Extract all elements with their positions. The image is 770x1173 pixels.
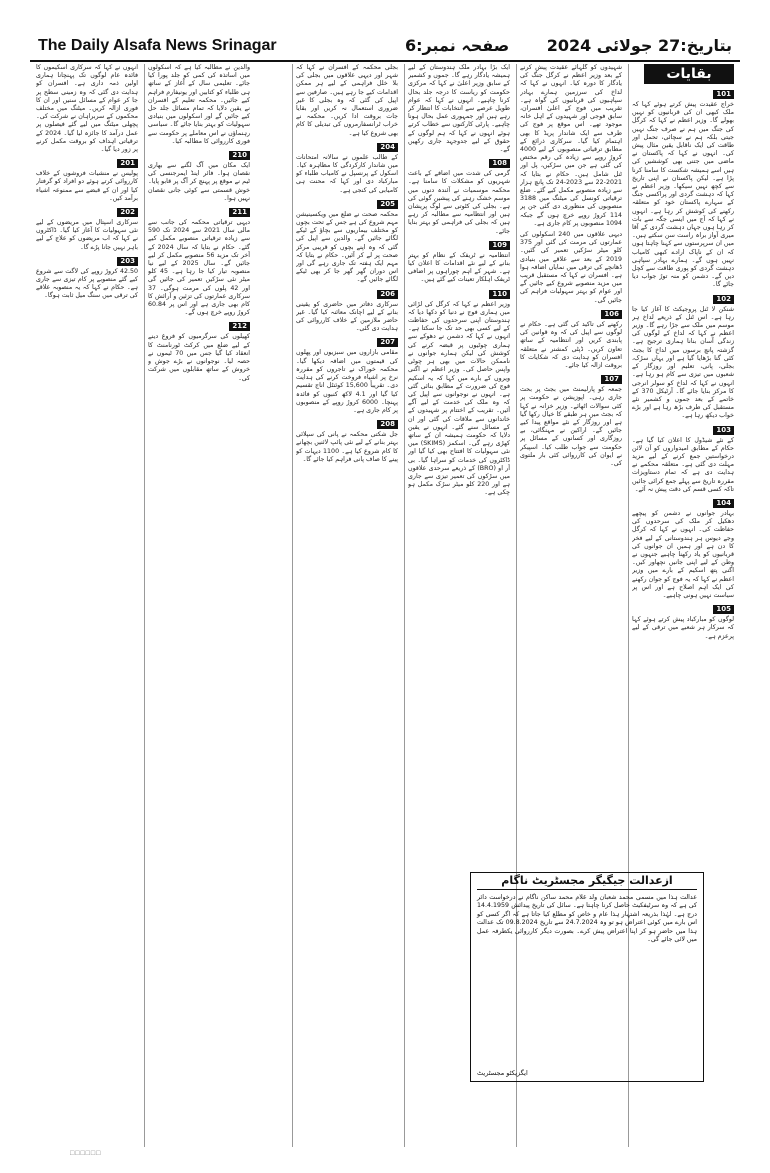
article-text: کے نئے شیڈول کا اعلان کیا گیا ہے۔ حکام کے مطابق امیدواروں کو آن لائن درخواستیں جمع کرنے کے لیے مزید مہلت دی گئی ہے۔ متعلقہ محکمے نے ہدایت دی ہے کہ تمام دستاویزات مقررہ تاریخ سے پہلے جمع کرائی جائیں تاکہ کسی قسم کی دقت پیش نہ آئے۔ <box>632 436 734 493</box>
article-text: والدین نے مطالبہ کیا ہے کہ اسکولوں میں اساتذہ کی کمی کو جلد پورا کیا جائے۔ تعلیمی سال کے آغاز کے ساتھ ہی طلباء کو کتابیں اور یونیفارم فراہم کیے جائیں۔ محکمہ تعلیم کے افسران نے یقین دلایا کہ تمام مسائل جلد حل کیے جائیں گے اور اسکولوں میں بنیادی سہولیات کو بہتر بنایا جائے گا۔ سیاسی رہنماؤں نے اس معاملے پر حکومت سے فوری کارروائی کا مطالبہ کیا۔ <box>148 64 250 145</box>
article-number: 201 <box>117 159 138 168</box>
article-text: سرکاری اسپتال میں مریضوں کے لیے نئی سہولیات کا آغاز کیا گیا۔ ڈاکٹروں نے کہا کہ اب مریضوں کو علاج کے لیے باہر نہیں جانا پڑے گا۔ <box>36 219 138 251</box>
article-number: 104 <box>713 499 734 508</box>
article-number: 203 <box>117 257 138 266</box>
court-notice <box>470 872 704 1082</box>
column-2 <box>520 64 622 925</box>
article-item <box>632 293 734 421</box>
article-item <box>296 141 398 195</box>
article-text: کے طالب علموں نے سالانہ امتحانات میں شاندار کارکردگی کا مظاہرہ کیا۔ اسکول کے پرنسپل نے کامیاب طلباء کو مبارکباد دی اور کہا کہ محنت ہی کامیابی کی کنجی ہے۔ <box>296 153 398 194</box>
article-text: جل شکتی محکمہ نے پانی کی سپلائی بہتر بنانے کے لیے نئی پائپ لائنیں بچھانے کا کام شروع کیا ہے۔ 1100 دیہات کو پینے کا صاف پانی فراہم کیا جائے گا۔ <box>296 431 398 463</box>
article-text: محکمہ صحت نے ضلع میں ویکسینیشن مہم شروع کی ہے جس کے تحت بچوں کو مختلف بیماریوں سے بچاؤ کے ٹیکے لگائے جائیں گے۔ والدین سے اپیل کی گئی کہ وہ اپنے بچوں کو قریبی مرکز صحت پر لے کر آئیں۔ حکام نے بتایا کہ مہم ایک ہفتہ تک جاری رہے گی اور اس دوران گھر گھر جا کر بھی ٹیکے لگائے جائیں گے۔ <box>296 210 398 284</box>
article-text: شہیدوں کو گلہائے عقیدت پیش کرنے کے بعد وزیر اعظم نے کرگل جنگ کی یادگار کا دورہ کیا۔ انہوں نے کہا کہ لداخ کی سرزمین ہمارے بہادر سپاہیوں کی قربانیوں کی گواہ ہے۔ تقریب میں فوج کے اعلیٰ افسران، سابق فوجی اور شہیدوں کے اہل خانہ موجود تھے۔ اس موقع پر فوج کی طرف سے ایک شاندار پریڈ کا بھی اہتمام کیا گیا۔ سرکاری ذرائع کے مطابق ترقیاتی منصوبوں کے لیے 4000 کروڑ روپے سے زیادہ کی رقم مختص کی گئی ہے جن میں سڑکیں، پل اور ٹنل شامل ہیں۔ حکام نے بتایا کہ 2021-22 سے 2023-24 تک پانچ ہزار سے زیادہ منصوبے مکمل کیے گئے۔ ضلع ترقیاتی کونسل کی میٹنگ میں 3188 منصوبوں کی منظوری دی گئی جن پر 114 کروڑ روپے خرچ ہوں گے جبکہ 1094 منصوبوں پر کام جاری ہے۔ <box>520 64 622 227</box>
page-number: صفحہ نمبر:6 <box>405 36 510 55</box>
article-item <box>148 64 250 146</box>
article-item <box>148 206 250 317</box>
article-number: 105 <box>713 605 734 614</box>
article-text: 42.50 کروڑ روپے کی لاگت سے شروع کیے گئے منصوبے پر کام تیزی سے جاری ہے۔ حکام نے کہا کہ یہ منصوبہ علاقے کی ترقی میں سنگ میل ثابت ہوگا۔ <box>36 267 138 300</box>
article-item <box>148 149 250 203</box>
article-number: 204 <box>377 143 398 152</box>
article-number: 208 <box>377 420 398 429</box>
notice-body: عدالت ہذا میں مسمی محمد شعبان ولد غلام محمد ساکن ناگام نے درخواست دائر کی ہے کہ وہ سرٹیفکیٹ حاصل کرنا چاہتا ہے۔ سائل کی تاریخ پیدائش 14.4.1959 درج ہے۔ لہٰذا بذریعہ اشتہار ہذا عام و خاص کو مطلع کیا جاتا ہے کہ اگر کسی کو اس بارے میں کوئی اعتراض ہو تو وہ 24.7.2024 سے تاریخ 09.8.2024 تک عدالت ہذا میں حاضر ہو کر اپنا اعتراض پیش کرے۔ بصورت دیگر کارروائی یکطرفہ عمل میں لائی جائے گی۔ <box>477 894 698 944</box>
article-item <box>36 157 138 203</box>
article-item <box>296 336 398 415</box>
article-item <box>632 424 734 494</box>
article-item <box>296 288 398 334</box>
article-item <box>296 64 398 138</box>
article-number: 202 <box>117 208 138 217</box>
column-divider <box>144 64 145 1147</box>
article-number: 212 <box>229 322 250 331</box>
article-item <box>408 239 510 285</box>
article-item <box>408 64 510 154</box>
article-item <box>408 288 510 498</box>
article-number: 211 <box>229 208 250 217</box>
article-number: 106 <box>601 310 622 319</box>
issue-date: بتاریخ:27 جولائی 2024 <box>546 36 732 55</box>
article-text: دیہی ترقیاتی محکمہ کی جانب سے مالی سال 2021 سے 2024 تک 590 سے زیادہ ترقیاتی منصوبے مکمل کیے گئے۔ حکام نے بتایا کہ سال 2024 کے آخر تک مزید 56 منصوبے مکمل کر لیے جائیں گے۔ سال 2025 کے لیے نیا منصوبہ تیار کیا جا رہا ہے۔ 45 کلو میٹر نئی سڑکیں تعمیر کی جائیں گی اور 42 پلوں کی مرمت ہوگی۔ 37 سرکاری عمارتوں کی تزئین و آرائش کا کام بھی جاری ہے اور اس پر 60.84 کروڑ روپے خرچ ہوں گے۔ <box>148 219 250 317</box>
article-text: ایک مکان میں آگ لگنے سے بھاری نقصان ہوا۔ فائر اینڈ ایمرجنسی کی ٹیم نے موقع پر پہنچ کر آگ پر قابو پایا۔ خوش قسمتی سے کوئی جانی نقصان نہیں ہوا۔ <box>148 162 250 202</box>
article-item <box>632 88 734 290</box>
article-number: 102 <box>713 295 734 304</box>
article-text: انتظامیہ نے ٹریفک کے نظام کو بہتر بنانے کے لیے نئے اقدامات کا اعلان کیا ہے۔ شہر کے اہم چوراہوں پر اضافی ٹریفک اہلکار تعینات کیے گئے ہیں۔ <box>408 251 510 284</box>
article-number: 207 <box>377 338 398 347</box>
article-item <box>632 497 734 600</box>
article-number: 101 <box>713 90 734 99</box>
article-item <box>408 157 510 236</box>
article-number: 205 <box>377 200 398 209</box>
article-text: رکھنے کی تاکید کی گئی ہے۔ حکام نے لوگوں سے اپیل کی کہ وہ قوانین کی پابندی کریں اور انتظامیہ کے ساتھ تعاون کریں۔ ڈپٹی کمشنر نے متعلقہ افسران کو ہدایت دی کہ شکایات کا بروقت ازالہ کیا جائے۔ <box>520 320 622 369</box>
article-number: 110 <box>489 290 510 299</box>
article-number: 109 <box>489 241 510 250</box>
article-item <box>296 418 398 464</box>
article-text: شنکن لا ٹنل پروجیکٹ کا آغاز کیا جا رہا ہے۔ اس ٹنل کے ذریعے لداخ ہر موسم میں ملک سے جڑا رہے گا۔ وزیر اعظم نے کہا کہ لداخ کے لوگوں کی زندگی آسان بنانا ہماری ترجیح ہے۔ گزشتہ پانچ برسوں میں لداخ کا بجٹ کئی گنا بڑھایا گیا ہے اور یہاں سڑک، بجلی، پانی، تعلیم اور روزگار کے شعبوں میں تیزی سے کام ہو رہا ہے۔ انہوں نے کہا کہ لداخ کو سولر انرجی کا مرکز بنایا جائے گا۔ آرٹیکل 370 کے خاتمے کے بعد جموں و کشمیر نئے مستقبل کی طرف بڑھ رہا ہے اور بڑے خواب دیکھ رہا ہے۔ <box>632 305 734 420</box>
page-footer: □□□□□□ <box>70 1150 102 1157</box>
article-item <box>148 320 250 382</box>
article-item <box>632 603 734 641</box>
article-text: وزیر اعظم نے کہا کہ کرگل کی لڑائی میں ہماری فوج نے دنیا کو دکھا دیا کہ ہندوستان اپنی سرحدوں کی حفاظت کے لیے کسی بھی حد تک جا سکتا ہے۔ انہوں نے کہا کہ دشمن نے دھوکے سے ہماری چوٹیوں پر قبضہ کرنے کی کوشش کی لیکن ہمارے جوانوں نے ناممکن حالات میں بھی ہر چوٹی واپس حاصل کی۔ وزیر اعظم نے اگنی ویروں کے بارے میں کہا کہ یہ اسکیم فوج کی ضرورت کے مطابق بنائی گئی ہے۔ انہوں نے نوجوانوں سے اپیل کی کہ وہ ملک کی خدمت کے لیے آگے آئیں۔ تقریب کے اختتام پر شہیدوں کے خاندانوں سے ملاقات کی گئی اور ان کے مسائل سنے گئے۔ انہوں نے یقین دلایا کہ حکومت ہمیشہ ان کے ساتھ کھڑی رہے گی۔ اسکمز (SKIMS) میں نئی سہولیات کا افتتاح بھی کیا گیا اور ڈاکٹروں کی خدمات کو سراہا گیا۔ بی آر او (BRO) کے ذریعے سرحدی علاقوں میں سڑکوں کی تعمیر تیزی سے جاری ہے اور 220 کلو میٹر سڑک مکمل ہو چکی ہے۔ <box>408 300 510 497</box>
notice-title: ازعدالت جیگیگر مجسٹریٹ ناگام <box>477 873 697 890</box>
article-text: پولیس نے منشیات فروشوں کے خلاف کارروائی کرتے ہوئے دو افراد کو گرفتار کیا اور ان کے قبضے سے ممنوعہ اشیاء برآمد کیں۔ <box>36 170 138 202</box>
notice-signature: ایگزیکٹو مجسٹریٹ <box>477 1069 528 1077</box>
paper-name: The Daily Alsafa News Srinagar <box>38 37 277 54</box>
column-divider <box>404 64 405 1147</box>
masthead <box>30 34 740 62</box>
article-text: لوگوں کو مبارکباد پیش کرتے ہوئے کہا کہ سرکار ہر شعبے میں ترقی کے لیے پرعزم ہے۔ <box>632 616 734 640</box>
article-text: بجلی محکمہ کے افسران نے کہا کہ شہر اور دیہی علاقوں میں بجلی کی بلا خلل فراہمی کے لیے ہر ممکن اقدامات کیے جا رہے ہیں۔ صارفین سے اپیل کی گئی کہ وہ بجلی کا غیر ضروری استعمال نہ کریں اور بقایا جات بروقت ادا کریں۔ محکمہ نے خراب ٹرانسفارمروں کی تبدیلی کا کام بھی شروع کیا ہے۔ <box>296 64 398 137</box>
article-item <box>36 255 138 301</box>
column-6 <box>36 64 138 1147</box>
article-number: 210 <box>229 151 250 160</box>
article-item <box>296 198 398 285</box>
article-number: 108 <box>489 159 510 168</box>
article-item <box>520 373 622 468</box>
article-text: ایک بڑا بہادر ملک ہندوستان کے لیے ہمیشہ یادگار رہے گا۔ جموں و کشمیر کے سابق وزیر اعلیٰ نے کہا کہ مرکزی حکومت کو ریاست کا درجہ جلد بحال کرنا چاہیے۔ انہوں نے کہا کہ عوام طویل عرصے سے انتخابات کا انتظار کر رہے ہیں اور جمہوری عمل بحال ہونا چاہیے۔ پارٹی کارکنوں سے خطاب کرتے ہوئے انہوں نے کہا کہ ہم لوگوں کے حقوق کے لیے جدوجہد جاری رکھیں گے۔ <box>408 64 510 154</box>
article-text: انہوں نے کہا کہ سرکاری اسکیموں کا فائدہ عام لوگوں تک پہنچانا ہماری اولین ذمہ داری ہے۔ افسران کو ہدایت دی گئی کہ وہ زمینی سطح پر جا کر عوام کے مسائل سنیں اور ان کا فوری ازالہ کریں۔ میٹنگ میں مختلف محکموں کے سربراہان نے شرکت کی۔ پچھلی میٹنگ میں لیے گئے فیصلوں پر عمل درآمد کا جائزہ لیا گیا۔ 2024 کے ترقیاتی اہداف کو بروقت مکمل کرنے پر زور دیا گیا۔ <box>36 64 138 154</box>
article-item <box>36 206 138 252</box>
article-text: دیہی علاقوں میں 240 اسکولوں کی عمارتوں کی مرمت کی گئی اور 375 کلو میٹر سڑکیں تعمیر کی گئیں۔ 2019 کے بعد سے علاقے میں بنیادی ڈھانچے کی ترقی میں نمایاں اضافہ ہوا ہے۔ افسران نے کہا کہ مستقبل قریب میں مزید منصوبے شروع کیے جائیں گے اور عوام کو بہتر سہولیات فراہم کی جائیں گی۔ <box>520 231 622 304</box>
article-item <box>36 64 138 154</box>
column-5 <box>148 64 250 1147</box>
column-4 <box>296 64 398 1147</box>
article-item <box>520 231 622 305</box>
column-divider <box>292 64 293 1147</box>
article-text: گرمی کی شدت میں اضافے کے باعث شہریوں کو مشکلات کا سامنا ہے۔ محکمہ موسمیات نے آئندہ دنوں میں موسم خشک رہنے کی پیشین گوئی کی ہے۔ بجلی کی کٹوتی سے لوگ پریشان ہیں اور انتظامیہ سے مطالبہ کر رہے ہیں کہ بجلی کی فراہمی کو بہتر بنایا جائے۔ <box>408 170 510 235</box>
article-item <box>520 308 622 370</box>
article-text: خراج عقیدت پیش کرتے ہوئے کہا کہ ملک کبھی ان کی قربانیوں کو نہیں بھولے گا۔ وزیر اعظم نے کہا کہ کرگل کی جنگ میں ہم نے صرف جنگ نہیں جیتی بلکہ ہم نے سچائی، تحمل اور طاقت کی ایک ناقابل یقین مثال پیش کی۔ انہوں نے کہا کہ پاکستان نے ماضی میں جتنی بھی کوششیں کی ہیں اسے ہمیشہ شکست کا سامنا کرنا پڑا ہے۔ لیکن پاکستان نے اپنی تاریخ سے کچھ نہیں سیکھا۔ وزیر اعظم نے کہا کہ دہشت گردی اور پراکسی جنگ کے سہارے پاکستان خود کو متعلقہ رکھنے کی کوشش کر رہا ہے۔ انہوں نے کہا کہ آج میں ایسی جگہ سے بات کر رہا ہوں جہاں دہشت گردی کے آقا میری آواز براہ راست سن سکتے ہیں۔ میں ان سرپرستوں سے کہنا چاہتا ہوں کہ ان کے ناپاک ارادے کبھی کامیاب نہیں ہوں گے۔ ہمارے بہادر سپاہی دہشت گردی کو پوری طاقت سے کچل دیں گے۔ دشمن کو منہ توڑ جواب دیا جائے گا۔ <box>632 101 734 289</box>
section-title: بقایات <box>644 64 734 84</box>
article-item <box>520 64 622 228</box>
article-text: جمعہ کو پارلیمنٹ میں بجٹ پر بحث جاری رہی۔ اپوزیشن نے حکومت پر کئی سوالات اٹھائے۔ وزیر خزانہ نے کہا کہ بجٹ میں ہر طبقے کا خیال رکھا گیا ہے اور روزگار کے نئے مواقع پیدا کیے جائیں گے۔ اراکین نے مہنگائی، بے روزگاری اور کسانوں کے مسائل پر حکومت سے جواب طلب کیا۔ اسپیکر نے ایوان کی کارروائی کئی بار ملتوی کی۔ <box>520 386 622 467</box>
article-text: مقامی بازاروں میں سبزیوں اور پھلوں کی قیمتوں میں اضافہ دیکھا گیا۔ محکمہ خوراک نے تاجروں کو مقررہ نرخ پر اشیاء فروخت کرنے کی ہدایت دی۔ تقریباً 15,600 کوئنٹل اناج تقسیم کیا گیا اور 4.1 لاکھ کنبوں کو فائدہ پہنچا۔ 6000 کروڑ روپے کے منصوبوں پر کام جاری ہے۔ <box>296 349 398 414</box>
article-number: 107 <box>601 375 622 384</box>
article-text: بہادر جوانوں نے دشمن کو پیچھے دھکیل کر ملک کی سرحدوں کی حفاظت کی۔ انہوں نے کہا کہ کرگل وجے دیوس ہر ہندوستانی کے لیے فخر کا دن ہے اور ہمیں ان جوانوں کی قربانیوں کو یاد رکھنا چاہیے جنہوں نے وطن کے لیے اپنی جانیں نچھاور کیں۔ اگنی پتھ اسکیم کے بارے میں وزیر اعظم نے کہا کہ یہ فوج کو جوان رکھنے کی ایک اہم اصلاح ہے اور اس پر سیاست نہیں ہونی چاہیے۔ <box>632 509 734 599</box>
article-number: 206 <box>377 290 398 299</box>
article-text: سرکاری دفاتر میں حاضری کو یقینی بنانے کے لیے اچانک معائنہ کیا گیا۔ غیر حاضر ملازمین کے خلاف کارروائی کی ہدایت دی گئی۔ <box>296 300 398 333</box>
article-text: کھیلوں کی سرگرمیوں کو فروغ دینے کے لیے ضلع میں کرکٹ ٹورنامنٹ کا انعقاد کیا گیا جس میں 70 ٹیموں نے حصہ لیا۔ نوجوانوں نے بڑے جوش و خروش کے ساتھ مقابلوں میں شرکت کی۔ <box>148 333 250 382</box>
article-number: 103 <box>713 426 734 435</box>
